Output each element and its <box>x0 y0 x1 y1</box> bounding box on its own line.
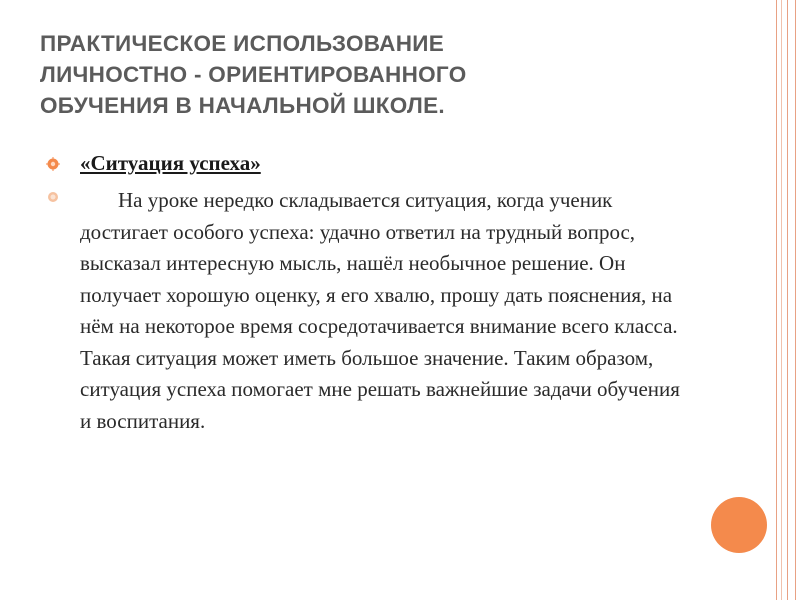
bullet-icon <box>46 190 60 204</box>
decorative-frame-line-outer <box>795 0 796 600</box>
accent-circle <box>711 497 767 553</box>
decorative-frame <box>776 0 788 600</box>
bullet-icon <box>46 157 60 171</box>
slide-title: ПРАКТИЧЕСКОЕ ИСПОЛЬЗОВАНИЕ ЛИЧНОСТНО - ОРИЕНТИРОВАННОГО ОБУЧЕНИЯ В НАЧАЛЬНОЙ ШКОЛЕ. <box>40 31 467 118</box>
bullet-body-text: На уроке нередко складывается ситуация, когда ученик достигает особого успеха: удачно ответил на трудный вопрос, высказал интересную мысль, нашёл необычное решение. Он получает хорошую оценку, я его хвалю, прошу дать пояснения, на нём на некоторое время сосредотачивается внимание всего класса. Такая ситуация может иметь большое значение. Таким образом, ситуация успеха помогает мне решать важнейшие задачи обучения и воспитания. <box>80 188 680 433</box>
decorative-frame-line <box>781 0 782 600</box>
bullet-heading-text: «Ситуация успеха» <box>80 151 261 175</box>
